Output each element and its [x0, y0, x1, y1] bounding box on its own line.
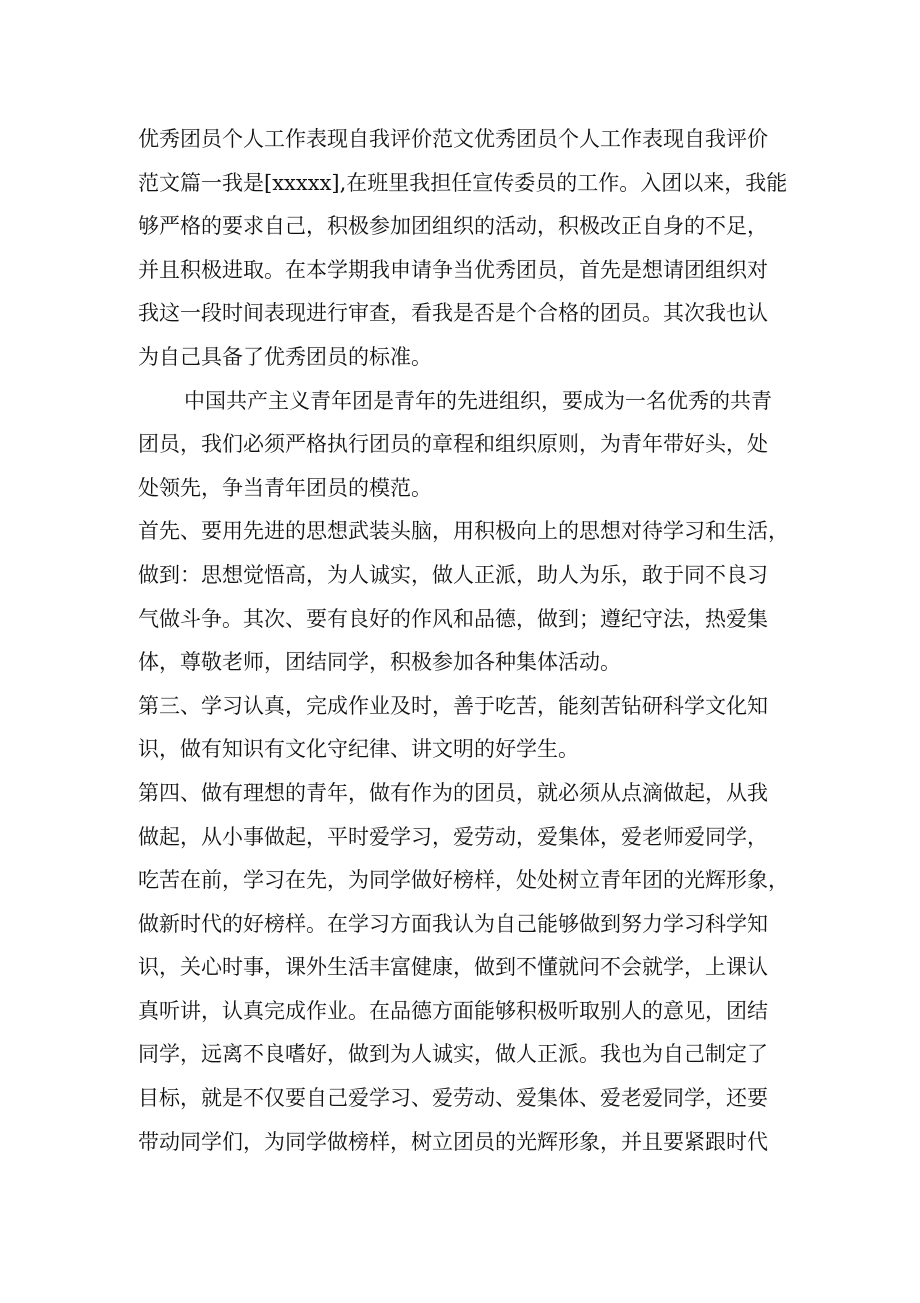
text-line: 目标，就是不仅要自己爱学习、爱劳动、爱集体、爱老爱同学，还要	[138, 1086, 768, 1111]
text-line: 识，关心时事，课外生活丰富健康，做到不懂就问不会就学，上课认	[138, 955, 768, 980]
text-line: 吃苦在前，学习在先，为同学做好榜样，处处树立青年团的光辉形象，	[138, 868, 789, 893]
text-line: 带动同学们，为同学做榜样，树立团员的光辉形象，并且要紧跟时代	[138, 1129, 768, 1154]
text-line: 体，尊敬老师，团结同学，积极参加各种集体活动。	[138, 650, 621, 675]
text-line: 为自己具备了优秀团员的标准。	[138, 344, 432, 369]
text-line: 第四、做有理想的青年，做有作为的团员，就必须从点滴做起，从我	[138, 780, 768, 805]
text-line: 处领先，争当青年团员的模范。	[138, 475, 432, 500]
text-line: 团员，我们必须严格执行团员的章程和组织原则，为青年带好头，处	[138, 432, 768, 457]
text-line: 够严格的要求自己，积极参加团组织的活动，积极改正自身的不足，	[138, 214, 768, 239]
text-line: 做起，从小事做起，平时爱学习，爱劳动，爱集体，爱老师爱同学，	[138, 824, 768, 849]
text-line: 识，做有知识有文化守纪律、讲文明的好学生。	[138, 737, 579, 762]
text-line: 首先、要用先进的思想武装头脑，用积极向上的思想对待学习和生活，	[138, 519, 789, 544]
text-line: 范文篇一我是[xxxxx],在班里我担任宣传委员的工作。入团以来，我能	[138, 170, 788, 195]
text-line: 优秀团员个人工作表现自我评价范文优秀团员个人工作表现自我评价	[138, 127, 768, 151]
text-line: 做到：思想觉悟高，为人诚实，做人正派，助人为乐，敢于同不良习	[138, 562, 768, 587]
text-line: 并且积极进取。在本学期我申请争当优秀团员，首先是想请团组织对	[138, 257, 768, 282]
text-line: 做新时代的好榜样。在学习方面我认为自己能够做到努力学习科学知	[138, 911, 768, 936]
text-line: 我这一段时间表现进行审查，看我是否是个合格的团员。其次我也认	[138, 301, 768, 326]
text-line: 真听讲，认真完成作业。在品德方面能够积极听取别人的意见，团结	[138, 998, 768, 1023]
text-line: 同学，远离不良嗜好，做到为人诚实，做人正派。我也为自己制定了	[138, 1042, 768, 1067]
document-body	[138, 118, 788, 1164]
text-line: 中国共产主义青年团是青年的先进组织，要成为一名优秀的共青	[184, 388, 772, 413]
text-line: 气做斗争。其次、要有良好的作风和品德，做到；遵纪守法，热爱集	[138, 606, 768, 631]
text-line: 第三、学习认真，完成作业及时，善于吃苦，能刻苦钻研科学文化知	[138, 693, 768, 718]
